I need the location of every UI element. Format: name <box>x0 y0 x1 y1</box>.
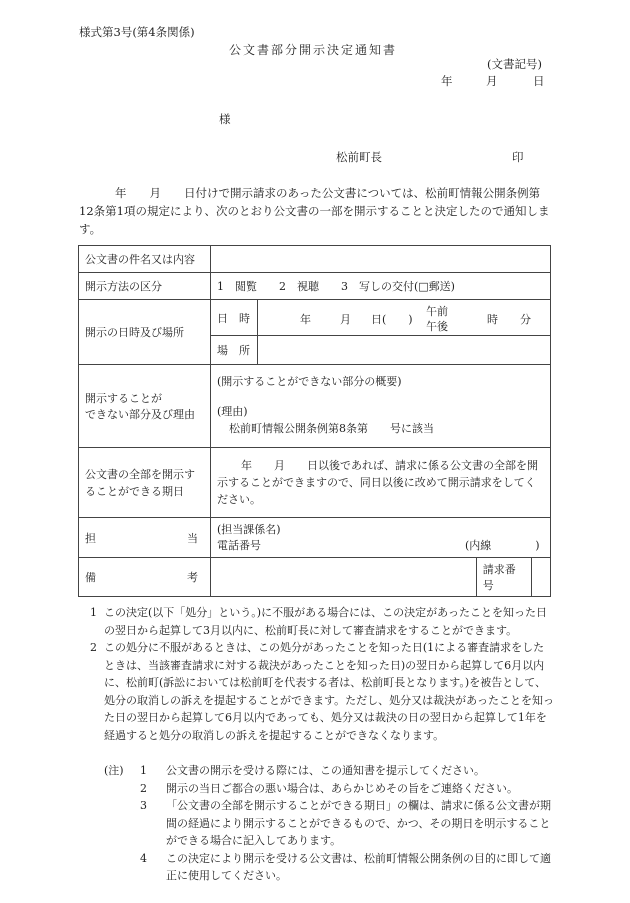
label-place: 場 所 <box>211 336 258 365</box>
value-full-disclosure-date: 年 月 日以後であれば、請求に係る公文書の全部を開示することができますので、同日以後に改めて開示請求をしてください。 <box>211 448 551 518</box>
label-person-in-charge-left: 担 <box>85 531 96 545</box>
legal-note-item <box>90 639 555 744</box>
row-person-in-charge <box>79 518 551 558</box>
label-person-in-charge <box>79 518 211 558</box>
phone-number-label: 電話番号 <box>217 538 261 552</box>
remarks-text: 開示の当日ご都合の悪い場合は、あらかじめその旨をご連絡ください。 <box>166 781 518 795</box>
datetime-year: 年 <box>300 312 311 326</box>
remarks-text: この決定により開示を受ける公文書は、松前町情報公開条例の目的に即して適正に使用してください。 <box>166 851 551 882</box>
document-title: 公文書部分開示決定通知書 <box>229 43 398 57</box>
nondisclosable-reason: 松前町情報公開条例第8条第 号に該当 <box>229 422 434 435</box>
label-nondisclosable-line2: できない部分及び理由 <box>85 408 195 421</box>
label-remarks-right: 考 <box>187 571 198 584</box>
legal-notes <box>80 604 555 744</box>
remarks-item <box>140 762 555 780</box>
label-full-disclosure-date <box>79 448 211 518</box>
remarks-label: (注) <box>104 764 124 777</box>
label-nondisclosable-part <box>79 365 211 448</box>
label-datetime: 日 時 <box>211 300 258 336</box>
remarks-number: 1 <box>140 764 147 777</box>
row-disclosure-datetime <box>79 300 551 336</box>
seal-mark: 印 <box>512 150 524 164</box>
legal-note-text: この決定(以下「処分」という。)に不服がある場合には、この決定があったことを知った日の翌日から起算して3月以内に、松前町長に対して審査請求をすることができます。 <box>104 606 547 637</box>
label-disclosure-method <box>79 273 211 300</box>
value-datetime <box>258 300 551 336</box>
row-remarks <box>79 558 551 597</box>
remarks-item <box>140 797 555 850</box>
section-name-label: (担当課係名) <box>217 522 281 536</box>
notice-paragraph: 年 月 日付けで開示請求のあった公文書については、松前町情報公開条例第12条第1項の規定により、次のとおり公文書の一部を開示することと決定したので通知します。 <box>79 186 550 236</box>
value-document-subject <box>211 246 551 273</box>
decision-form-table <box>78 245 551 597</box>
remarks-text: 「公文書の全部を開示することができる期日」の欄は、請求に係る公文書が期間の経過により開示することができるもので、かつ、その期日を明示することができる場合に記入してあります。 <box>166 799 551 847</box>
row-disclosure-method <box>79 273 551 300</box>
date-month: 月 <box>486 74 498 88</box>
label-document-subject: 公文書の件名又は内容 <box>79 246 211 273</box>
label-person-in-charge-right: 当 <box>187 531 198 545</box>
datetime-hour: 時 <box>487 312 498 326</box>
nondisclosable-summary: (開示することができない部分の概要) <box>217 375 402 388</box>
label-nondisclosable-line1-text: 開示することが <box>85 392 162 405</box>
label-remarks-left: 備 <box>85 571 96 584</box>
label-disclosure-datetime-place: 開示の日時及び場所 <box>79 300 211 365</box>
nondisclosable-reason-label: (理由) <box>217 405 248 418</box>
label-disclosure-method-text: 開示方法の区分 <box>85 280 162 293</box>
datetime-minute: 分 <box>520 312 531 326</box>
datetime-day: 日( ) <box>371 312 413 326</box>
issuer-name: 松前町長 <box>336 150 382 164</box>
value-place <box>258 336 551 365</box>
date-year: 年 <box>441 74 453 88</box>
datetime-pm: 午後 <box>426 319 448 333</box>
row-nondisclosable-part <box>79 365 551 448</box>
value-request-number <box>531 558 550 597</box>
remarks-number: 2 <box>140 781 147 795</box>
remarks-item <box>140 780 555 798</box>
value-nondisclosable-part <box>211 365 551 448</box>
legal-note-item <box>90 604 555 639</box>
datetime-am: 午前 <box>426 304 448 318</box>
remarks-item <box>140 850 555 885</box>
value-person-in-charge <box>211 518 551 558</box>
label-nondisclosable-line1 <box>85 390 204 406</box>
label-remarks <box>79 558 211 597</box>
label-request-number: 請求番号 <box>476 558 531 597</box>
value-disclosure-method: 1 閲覧 2 視聴 3 写しの交付(□郵送) <box>211 273 551 300</box>
form-number: 様式第3号(第4条関係) <box>79 25 195 39</box>
remarks-text: 公文書の開示を受ける際には、この通知書を提示してください。 <box>166 764 485 777</box>
document-number: (文書記号) <box>487 57 542 71</box>
row-document-subject <box>79 246 551 273</box>
label-full-disclosure-line1: 公文書の全部を開示す <box>85 467 195 481</box>
remarks-list <box>140 762 555 885</box>
remarks-number: 3 <box>140 799 147 812</box>
extension-label: (内線 ) <box>465 538 540 552</box>
remarks-number: 4 <box>140 851 147 865</box>
date-day: 日 <box>533 74 545 88</box>
value-remarks <box>211 558 477 597</box>
legal-note-number: 2 <box>90 641 97 654</box>
legal-note-text: この処分に不服があるときは、この処分があったことを知った日(1による審査請求をしたときは、当該審査請求に対する裁決があったことを知った日)の翌日から起算して6月以内に、松前町(訴訟においては松前町を代表する者は、松前町長となります。)を被告として、処分の取消しの訴えを提起することができます。ただし、処分又は裁決があったことを知った日の翌日から起算して6月以内であっても、処分又は裁決の日の翌日から起算して1年を経過すると処分の取消しの訴えを提起することができなくなります。 <box>104 641 555 742</box>
addressee-suffix: 様 <box>219 112 231 126</box>
label-full-disclosure-line2: ることができる期日 <box>85 484 184 498</box>
datetime-month: 月 <box>340 312 351 326</box>
legal-note-number: 1 <box>90 606 97 619</box>
row-full-disclosure-date <box>79 448 551 518</box>
